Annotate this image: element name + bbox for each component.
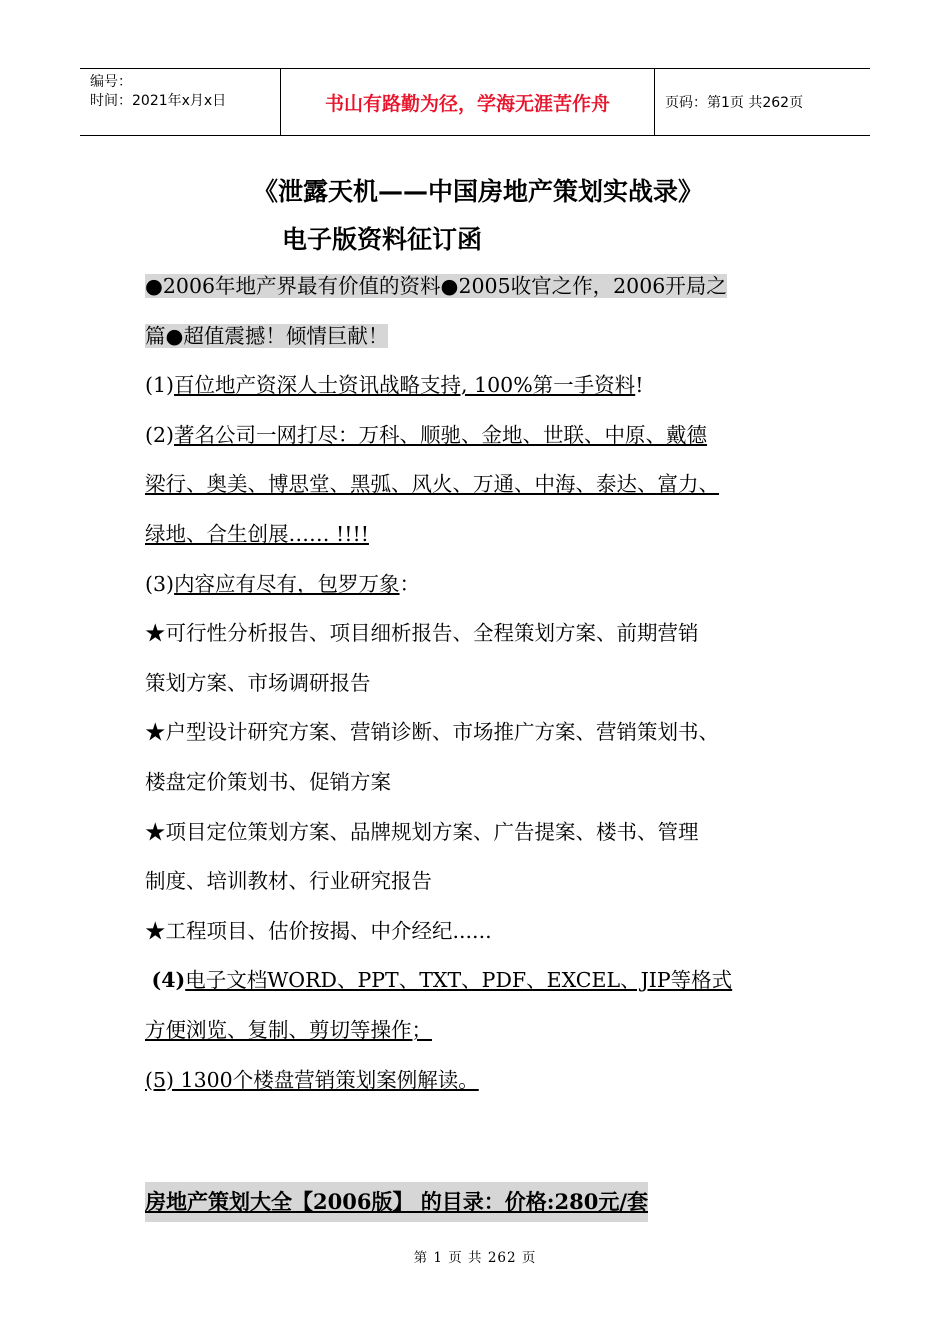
- item-2-line-1: (2)著名公司一网打尽：万科、顺驰、金地、世联、中原、戴德: [145, 422, 708, 447]
- document-header: [80, 68, 870, 136]
- number-label: 编号：: [90, 74, 132, 90]
- star-3-line-1: ★项目定位策划方案、品牌规划方案、广告提案、楼书、管理: [145, 819, 699, 844]
- star-3-line-2: 制度、培训教材、行业研究报告: [145, 869, 432, 894]
- document-subtitle: 电子版资料征订函: [282, 225, 483, 254]
- item-2-line-2: 梁行、奥美、博思堂、黑弧、风火、万通、中海、泰达、富力、: [145, 472, 719, 497]
- item-4-line-1: (4)电子文档WORD、PPT、TXT、PDF、EXCEL、JIP等格式: [151, 968, 733, 993]
- star-4-line-1: ★工程项目、估价按揭、中介经纪......: [145, 918, 492, 943]
- intro-line-2: 篇●超值震撼！倾情巨献！: [145, 323, 389, 348]
- star-1-line-2: 策划方案、市场调研报告: [145, 670, 371, 695]
- document-title: 《泄露天机——中国房地产策划实战录》: [252, 177, 703, 206]
- header-motto: 书山有路勤为径，学海无涯苦作舟: [281, 69, 655, 135]
- document-body: [145, 262, 835, 1105]
- header-page-info: 页码：第1页 共262页: [665, 95, 804, 111]
- star-1-line-1: ★可行性分析报告、项目细析报告、全程策划方案、前期营销: [145, 621, 699, 646]
- time-label: 时间：2021年x月x日: [90, 93, 227, 109]
- section-title: 房地产策划大全【2006版】 的目录：价格:280元/套: [145, 1182, 648, 1222]
- header-meta: [80, 69, 281, 135]
- item-1: (1)百位地产资深人士资讯战略支持, 100%第一手资料!: [145, 373, 644, 398]
- item-4-line-2: 方便浏览、复制、剪切等操作；: [145, 1017, 432, 1042]
- intro-line-1: ●2006年地产界最有价值的资料●2005收官之作，2006开局之: [145, 274, 727, 298]
- item-3: (3)内容应有尽有，包罗万象：: [145, 571, 421, 596]
- item-2-line-3: 绿地、合生创展…… !!!!: [145, 521, 369, 546]
- page-footer: 第 1 页 共 262 页: [413, 1250, 537, 1266]
- item-5: (5) 1300个楼盘营销策划案例解读。: [145, 1067, 479, 1092]
- star-2-line-2: 楼盘定价策划书、促销方案: [145, 769, 391, 794]
- star-2-line-1: ★户型设计研究方案、营销诊断、市场推广方案、营销策划书、: [145, 720, 719, 745]
